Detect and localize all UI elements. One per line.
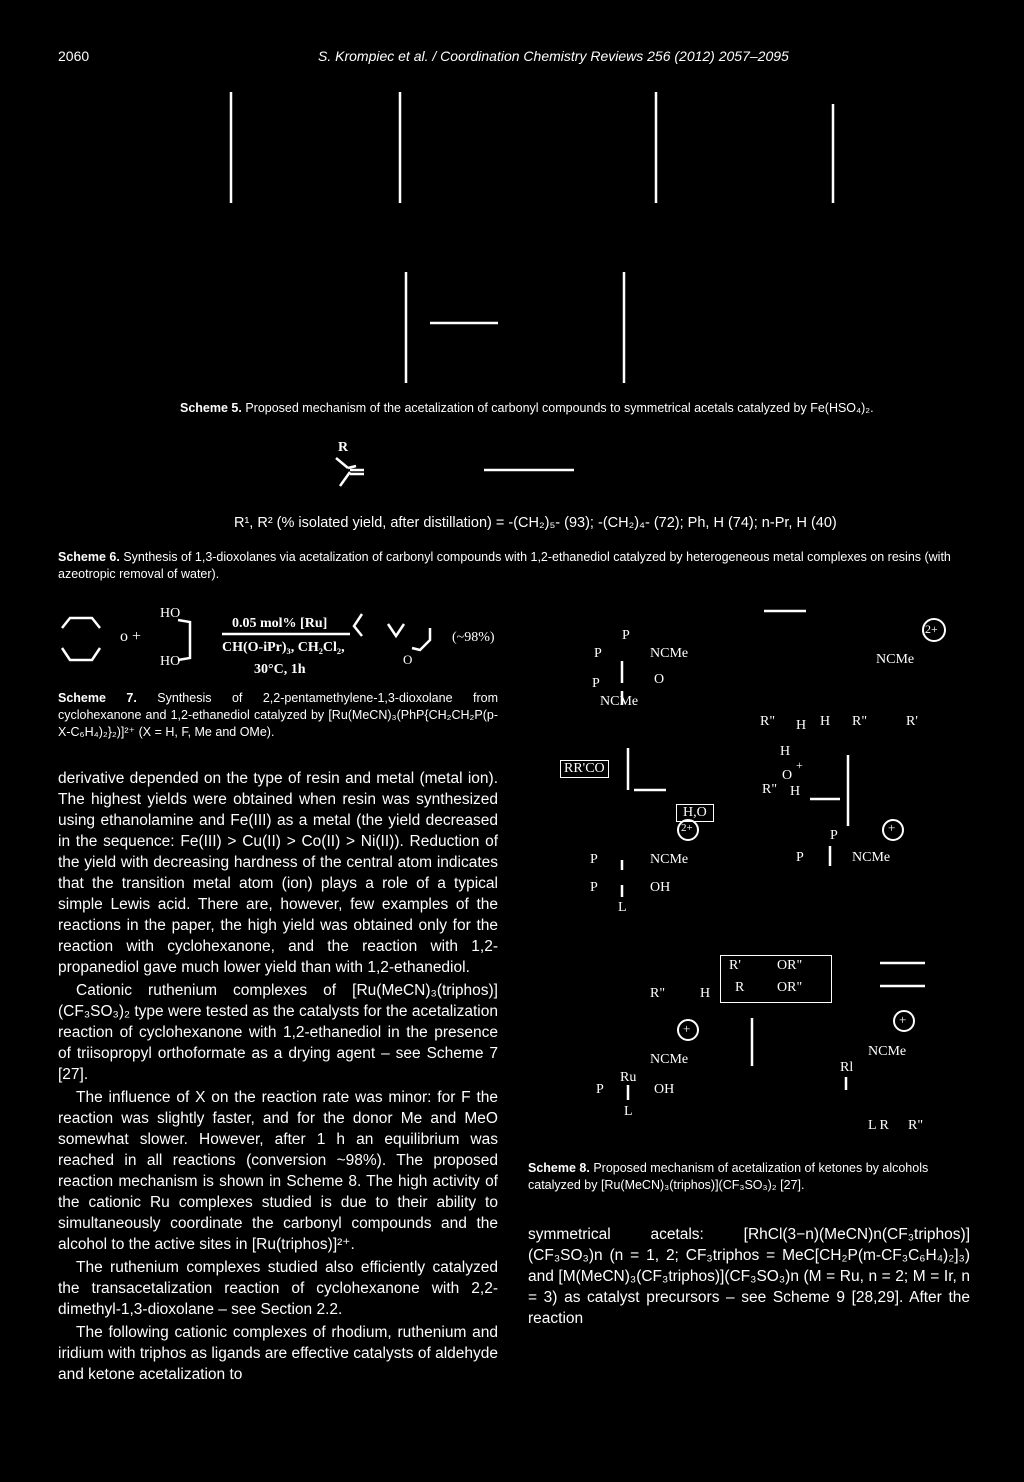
page-number: 2060 (58, 48, 90, 64)
s8-ncme-2: NCMe (600, 694, 639, 709)
scheme7-label: Scheme 7. (58, 691, 137, 705)
s8-h-b: H (820, 714, 831, 729)
s8-r2-a: R" (760, 714, 776, 729)
scheme5-caption-text: Proposed mechanism of the acetalization of carbonyl compounds to symmetrical acetals catalyzed by Fe(HSO₄)₂. (245, 401, 874, 415)
s8-r1-a: R' (906, 714, 918, 729)
s8-p-low: P (596, 1082, 604, 1097)
s8-h-e: H (700, 986, 711, 1001)
s8-h2o: H,O (683, 805, 707, 820)
scheme5-caption (180, 400, 940, 417)
s8-ncme-mid: NCMe (650, 852, 689, 867)
s8-r2-f: R" (908, 1118, 924, 1133)
s8-p-lower: P (592, 676, 600, 691)
s8-rrco: RR'CO (564, 761, 605, 776)
scheme7-catalyst: 0.05 mol% [Ru] (232, 616, 328, 631)
s8-charge-2plus: 2+ (925, 622, 938, 636)
scheme6-label: Scheme 6. (58, 550, 120, 564)
scheme7-conditions: 30°C, 1h (254, 662, 306, 677)
s8-r2-c: R" (762, 782, 778, 797)
s8-l-mid: L (618, 900, 627, 915)
s8-charge-mid: 2+ (681, 822, 693, 834)
scheme7-yield: (~98%) (452, 630, 495, 645)
s8-p-mid: P (590, 852, 598, 867)
s8-acetal-or2b: OR" (777, 980, 803, 995)
s8-plus-right: + (888, 820, 896, 835)
s8-l-low: L (624, 1104, 633, 1119)
paragraph: Cationic ruthenium complexes of [Ru(MeCN)₃(triphos)](CF₃SO₃)₂ type were tested as the catalysts for the acetalization reaction of cyclohexanone with 1,2-ethanediol in the presence of triisopropyl orthoformate as a drying agent – see Scheme 7 [27]. (58, 982, 498, 1083)
paragraph: The ruthenium complexes studied also efficiently catalyzed the transacetalization reaction of cyclohexanone with 2,2-dimethyl-1,3-dioxolane – see Section 2.2. (58, 1259, 498, 1318)
s8-oh-low: OH (654, 1082, 675, 1097)
paragraph: The influence of X on the reaction rate was minor: for F the reaction was slightly faster, and for the donor Me and MeO somewhat slower. However, after 1 h an equilibrium was reached in all reactions (conversion ~98%). The proposed reaction mechanism is shown in Scheme 8. The high activity of the cationic Ru complexes studied is due to their ability to simultaneously coordinate the carbonyl compounds and the alcohol to the active sites in [Ru(triphos)]²⁺. (58, 1089, 498, 1253)
s8-oh-mid: OH (650, 880, 671, 895)
s8-plus-c: + (796, 758, 803, 772)
s8-p-mid2: P (590, 880, 598, 895)
s8-plus-low: + (683, 1021, 691, 1036)
running-title: S. Krompiec et al. / Coordination Chemistry Reviews 256 (2012) 2057–2095 (318, 48, 789, 64)
scheme7-ring-o: O (403, 652, 413, 667)
scheme8-caption (528, 1160, 978, 1194)
scheme6-yield-line: R¹, R² (% isolated yield, after distillation) = -(CH₂)₅- (93); -(CH₂)₄- (72); Ph, H (74); n-Pr, H (40) (234, 515, 837, 531)
s8-p-right: P (796, 850, 804, 865)
s8-ncme-low: NCMe (650, 1052, 689, 1067)
scheme7-caption-text: Synthesis of 2,2-pentamethylene-1,3-dioxolane from cyclohexanone and 1,2-ethanediol catalyzed by [Ru(MeCN)₃(PhP{CH₂CH₂P(p-X-C₆H₄)₂}₂)]²⁺ (X = H, F, Me and OMe). (58, 691, 498, 739)
scheme5-label: Scheme 5. (180, 401, 242, 415)
s8-r2-e: R" (650, 986, 666, 1001)
s8-ru: Ru (620, 1070, 637, 1085)
s8-acetal-or2a: OR" (777, 958, 803, 973)
paragraph: derivative depended on the type of resin and metal (metal ion). The highest yields were obtained when resin was synthesized using ethanolamine and Fe(III) as a metal (the yield decreased in the sequence: Fe(III) > Cu(II) > Co(II) > Ni(II)). Reduction of the yield with decreasing hardness of the central atom indicates that the transition metal atom (ion) plays a role of a typical simple Lewis acid. There are, however, few examples of the reactions in the paper, the high yield was obtained only for the reaction with cyclohexanone, and the reaction with 1,2-propanediol gave much lower yield than with 1,2-ethanediol. (58, 770, 498, 976)
s8-acetal-r1: R' (729, 958, 741, 973)
scheme6-caption (58, 549, 978, 583)
s8-l-r: L R (868, 1118, 889, 1133)
s8-p-left: P (594, 646, 602, 661)
s8-ncme-low-r: NCMe (868, 1044, 907, 1059)
body-left (58, 768, 498, 1387)
scheme7-ho-bottom: HO (160, 654, 181, 669)
s8-h2o-box (676, 804, 714, 822)
s8-acetal-box (720, 955, 832, 1003)
s8-acetal-r: R (735, 980, 745, 995)
scheme8-label: Scheme 8. (528, 1161, 590, 1175)
s8-r1-low: Rl (840, 1060, 854, 1075)
scheme6-caption-text: Synthesis of 1,3-dioxolanes via acetalization of carbonyl compounds with 1,2-ethanediol catalyzed by heterogeneous metal complexes on resins (with azeotropic removal of water). (58, 550, 951, 581)
s8-r2-b: R" (852, 714, 868, 729)
s8-ncme-r: NCMe (852, 850, 891, 865)
s8-rrco-box (560, 760, 609, 778)
scheme7-caption (58, 690, 498, 741)
s8-plus-low-r: + (899, 1012, 907, 1027)
scheme7-reagents: CH(O-iPr)₃, CH₂Cl₂, (222, 640, 345, 655)
s8-ncme-1: NCMe (650, 646, 689, 661)
s8-p-top: P (622, 628, 630, 643)
scheme8-caption-text: Proposed mechanism of acetalization of ketones by alcohols catalyzed by [Ru(MeCN)₃(triphos)](CF₃SO₃)₂ [27]. (528, 1161, 929, 1192)
s8-h-a: H (796, 718, 807, 733)
s8-ncme-right: NCMe (876, 652, 915, 667)
scheme7-ho-top: HO (160, 606, 181, 621)
s8-h-d: H (790, 784, 801, 799)
scheme6-atom-r: R (338, 440, 349, 455)
s8-o-small: O (654, 672, 665, 687)
body-right (528, 1224, 970, 1331)
paragraph: The following cationic complexes of rhodium, ruthenium and iridium with triphos as ligands are effective catalysts of aldehyde and ketone acetalization to (58, 1324, 498, 1383)
s8-o-c: O (782, 768, 793, 783)
scheme7-plus: o + (120, 628, 142, 645)
s8-h-c: H (780, 744, 791, 759)
s8-p-right-top: P (830, 828, 838, 843)
paragraph: symmetrical acetals: [RhCl(3−n)(MeCN)n(CF₃triphos)](CF₃SO₃)n (n = 1, 2; CF₃triphos = MeC[CH₂P(m-CF₃C₆H₄)₂]₃) and [M(MeCN)₃(CF₃triphos)](CF₃SO₃)n (M = Ru, n = 2; M = Ir, n = 3) as catalyst precursors – see Scheme 9 [28,29]. After the reaction (528, 1226, 970, 1327)
